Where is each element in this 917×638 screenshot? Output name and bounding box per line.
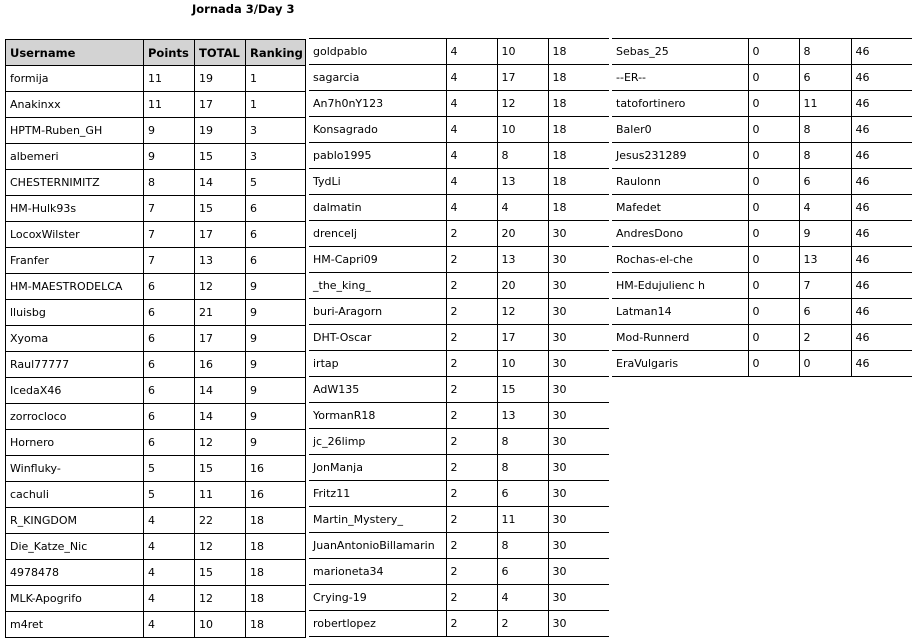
ranking-cell: 18 [246,508,306,534]
points-cell: 2 [446,559,497,585]
points-cell: 2 [446,507,497,533]
total-cell: 2 [497,611,548,637]
points-cell: 5 [144,482,195,508]
points-cell: 6 [144,378,195,404]
points-cell: 4 [446,169,497,195]
username-cell: Raulonn [612,169,748,195]
total-cell: 15 [195,456,246,482]
points-cell: 4 [144,534,195,560]
total-cell: 17 [195,326,246,352]
points-cell: 2 [446,273,497,299]
username-cell: HM-Capri09 [309,247,446,273]
ranking-cell: 18 [246,560,306,586]
total-cell: 22 [195,508,246,534]
table-row [309,351,609,377]
username-cell: lluisbg [6,300,144,326]
username-cell: Baler0 [612,117,748,143]
points-cell: 2 [446,377,497,403]
table-row [6,482,306,508]
ranking-cell: 18 [548,169,609,195]
total-cell: 15 [195,560,246,586]
username-cell: sagarcia [309,65,446,91]
total-cell: 12 [497,91,548,117]
ranking-cell: 9 [246,378,306,404]
ranking-cell: 30 [548,559,609,585]
ranking-cell: 30 [548,221,609,247]
table-row [309,377,609,403]
username-cell: goldpablo [309,39,446,65]
points-cell: 4 [446,195,497,221]
page-title: Jornada 3/Day 3 [192,2,295,16]
table-row [612,117,912,143]
total-cell: 17 [195,92,246,118]
ranking-cell: 18 [548,39,609,65]
total-cell: 12 [195,586,246,612]
table-row [309,117,609,143]
points-cell: 6 [144,430,195,456]
total-cell: 17 [195,222,246,248]
ranking-cell: 6 [246,222,306,248]
username-cell: albemeri [6,144,144,170]
total-cell: 6 [799,169,851,195]
username-cell: IcedaX46 [6,378,144,404]
ranking-cell: 46 [851,299,912,325]
ranking-cell: 30 [548,403,609,429]
username-cell: DHT-Oscar [309,325,446,351]
points-cell: 4 [144,586,195,612]
username-cell: Franfer [6,248,144,274]
ranking-table-1 [5,39,306,638]
points-cell: 2 [446,611,497,637]
username-cell: HM-Hulk93s [6,196,144,222]
table-row [309,39,609,65]
username-cell: R_KINGDOM [6,508,144,534]
ranking-cell: 3 [246,118,306,144]
ranking-cell: 46 [851,39,912,65]
ranking-cell: 46 [851,117,912,143]
ranking-cell: 30 [548,585,609,611]
total-cell: 4 [497,585,548,611]
table-row [612,143,912,169]
table-row [6,456,306,482]
points-cell: 2 [446,429,497,455]
total-cell: 13 [195,248,246,274]
ranking-cell: 30 [548,351,609,377]
table-row [6,612,306,638]
ranking-cell: 1 [246,66,306,92]
ranking-cell: 18 [548,143,609,169]
points-cell: 0 [748,299,799,325]
username-cell: Mod-Runnerd [612,325,748,351]
table-row [6,274,306,300]
ranking-cell: 30 [548,299,609,325]
total-cell: 13 [497,403,548,429]
points-cell: 0 [748,169,799,195]
ranking-cell: 46 [851,195,912,221]
ranking-cell: 46 [851,65,912,91]
username-cell: tatofortinero [612,91,748,117]
username-cell: Latman14 [612,299,748,325]
total-cell: 10 [497,39,548,65]
total-cell: 8 [799,143,851,169]
username-cell: zorrocloco [6,404,144,430]
username-cell: YormanR18 [309,403,446,429]
total-cell: 12 [497,299,548,325]
total-cell: 9 [799,221,851,247]
ranking-cell: 30 [548,455,609,481]
points-cell: 0 [748,39,799,65]
points-cell: 4 [144,508,195,534]
total-cell: 14 [195,378,246,404]
ranking-cell: 30 [548,481,609,507]
points-cell: 0 [748,91,799,117]
total-cell: 6 [799,299,851,325]
ranking-cell: 18 [548,65,609,91]
points-cell: 2 [446,403,497,429]
total-cell: 4 [497,195,548,221]
total-cell: 8 [799,39,851,65]
total-cell: 15 [195,144,246,170]
ranking-cell: 6 [246,248,306,274]
points-cell: 6 [144,326,195,352]
table-row [612,221,912,247]
username-cell: Sebas_25 [612,39,748,65]
table-row [309,273,609,299]
total-cell: 13 [497,169,548,195]
points-cell: 6 [144,274,195,300]
total-cell: 19 [195,118,246,144]
table-row [612,169,912,195]
total-cell: 12 [195,274,246,300]
points-cell: 11 [144,66,195,92]
table-row [6,508,306,534]
ranking-cell: 30 [548,429,609,455]
table-row [612,39,912,65]
points-cell: 2 [446,325,497,351]
table-row [309,455,609,481]
table-row [309,169,609,195]
ranking-cell: 30 [548,325,609,351]
table-row [612,351,912,377]
total-cell: 6 [497,559,548,585]
total-cell: 10 [195,612,246,638]
username-cell: EraVulgaris [612,351,748,377]
table-row [6,144,306,170]
points-cell: 7 [144,248,195,274]
table-row [309,559,609,585]
total-cell: 2 [799,325,851,351]
points-cell: 6 [144,300,195,326]
username-cell: HPTM-Ruben_GH [6,118,144,144]
total-cell: 4 [799,195,851,221]
total-cell: 13 [799,247,851,273]
username-cell: Rochas-el-che [612,247,748,273]
ranking-cell: 46 [851,169,912,195]
table-row [612,273,912,299]
username-cell: LocoxWilster [6,222,144,248]
points-cell: 11 [144,92,195,118]
username-cell: dalmatin [309,195,446,221]
total-cell: 11 [195,482,246,508]
username-cell: CHESTERNIMITZ [6,170,144,196]
total-cell: 15 [195,196,246,222]
points-cell: 0 [748,65,799,91]
username-cell: TydLi [309,169,446,195]
username-cell: HM-Edujulienc h [612,273,748,299]
username-cell: Crying-19 [309,585,446,611]
points-cell: 4 [446,65,497,91]
table-row [6,326,306,352]
table-row [612,91,912,117]
username-cell: buri-Aragorn [309,299,446,325]
points-cell: 2 [446,533,497,559]
points-cell: 2 [446,299,497,325]
username-cell: HM-MAESTRODELCA [6,274,144,300]
table-row [309,611,609,637]
username-cell: MLK-Apogrifo [6,586,144,612]
table-row [6,534,306,560]
total-cell: 7 [799,273,851,299]
total-cell: 8 [497,143,548,169]
ranking-cell: 18 [246,612,306,638]
username-cell: Konsagrado [309,117,446,143]
total-cell: 10 [497,117,548,143]
table-row [309,585,609,611]
total-cell: 8 [497,455,548,481]
table-row [309,533,609,559]
total-cell: 8 [799,117,851,143]
total-cell: 21 [195,300,246,326]
points-cell: 4 [144,612,195,638]
total-cell: 17 [497,325,548,351]
header-row [6,40,306,66]
table-row [6,248,306,274]
username-cell: Xyoma [6,326,144,352]
table-row [309,247,609,273]
total-cell: 20 [497,221,548,247]
total-cell: 6 [799,65,851,91]
table-row [6,222,306,248]
ranking-cell: 16 [246,456,306,482]
table-row [309,65,609,91]
table-row [6,404,306,430]
points-cell: 2 [446,455,497,481]
ranking-cell: 9 [246,430,306,456]
ranking-cell: 18 [548,195,609,221]
ranking-cell: 1 [246,92,306,118]
ranking-cell: 46 [851,91,912,117]
points-cell: 2 [446,585,497,611]
points-cell: 4 [446,39,497,65]
ranking-cell: 30 [548,611,609,637]
total-cell: 12 [195,430,246,456]
table-row [309,507,609,533]
points-cell: 0 [748,247,799,273]
ranking-cell: 5 [246,170,306,196]
total-cell: 11 [799,91,851,117]
table-row [309,195,609,221]
ranking-table-3 [612,38,912,377]
points-cell: 7 [144,196,195,222]
points-cell: 9 [144,144,195,170]
username-cell: AndresDono [612,221,748,247]
total-cell: 0 [799,351,851,377]
table-row [309,299,609,325]
ranking-cell: 46 [851,351,912,377]
total-cell: 6 [497,481,548,507]
points-cell: 7 [144,222,195,248]
ranking-cell: 46 [851,247,912,273]
username-cell: JuanAntonioBillamarin [309,533,446,559]
total-cell: 12 [195,534,246,560]
ranking-cell: 18 [548,91,609,117]
total-cell: 11 [497,507,548,533]
ranking-cell: 30 [548,507,609,533]
points-cell: 4 [446,117,497,143]
points-cell: 6 [144,352,195,378]
points-cell: 2 [446,481,497,507]
points-cell: 5 [144,456,195,482]
points-cell: 6 [144,404,195,430]
ranking-table-2 [309,38,609,637]
username-cell: Mafedet [612,195,748,221]
table-row [612,247,912,273]
ranking-cell: 30 [548,247,609,273]
username-cell: jc_26limp [309,429,446,455]
username-cell: marioneta34 [309,559,446,585]
username-cell: pablo1995 [309,143,446,169]
username-cell: JonManja [309,455,446,481]
table-row [309,481,609,507]
points-cell: 0 [748,273,799,299]
username-cell: cachuli [6,482,144,508]
total-cell: 10 [497,351,548,377]
ranking-cell: 9 [246,274,306,300]
username-cell: AdW135 [309,377,446,403]
ranking-cell: 9 [246,300,306,326]
username-cell: irtap [309,351,446,377]
table-row [309,325,609,351]
ranking-cell: 3 [246,144,306,170]
points-cell: 0 [748,143,799,169]
table-row [612,65,912,91]
ranking-cell: 46 [851,325,912,351]
username-cell: Martin_Mystery_ [309,507,446,533]
table-row [309,429,609,455]
table-row [6,66,306,92]
table-row [6,92,306,118]
table-row [309,91,609,117]
points-cell: 0 [748,195,799,221]
username-cell: 4978478 [6,560,144,586]
total-cell: 14 [195,404,246,430]
total-cell: 8 [497,533,548,559]
username-cell: robertlopez [309,611,446,637]
header-total: TOTAL [195,40,246,66]
table-row [6,170,306,196]
table-row [612,325,912,351]
ranking-cell: 6 [246,196,306,222]
username-cell: An7h0nY123 [309,91,446,117]
username-cell: Winfluky- [6,456,144,482]
table-row [309,403,609,429]
total-cell: 13 [497,247,548,273]
points-cell: 2 [446,221,497,247]
header-username: Username [6,40,144,66]
table-row [6,352,306,378]
total-cell: 8 [497,429,548,455]
ranking-cell: 46 [851,273,912,299]
points-cell: 0 [748,221,799,247]
ranking-cell: 18 [246,534,306,560]
ranking-cell: 30 [548,533,609,559]
points-cell: 2 [446,247,497,273]
ranking-cell: 16 [246,482,306,508]
ranking-cell: 30 [548,377,609,403]
total-cell: 17 [497,65,548,91]
table-row [6,300,306,326]
table-row [6,560,306,586]
points-cell: 4 [446,91,497,117]
total-cell: 16 [195,352,246,378]
points-cell: 0 [748,325,799,351]
points-cell: 9 [144,118,195,144]
table-row [6,118,306,144]
points-cell: 4 [446,143,497,169]
total-cell: 14 [195,170,246,196]
total-cell: 15 [497,377,548,403]
table-row [612,299,912,325]
table-row [309,143,609,169]
ranking-cell: 30 [548,273,609,299]
header-points: Points [144,40,195,66]
ranking-cell: 46 [851,221,912,247]
table-row [309,221,609,247]
username-cell: Raul77777 [6,352,144,378]
ranking-cell: 18 [548,117,609,143]
username-cell: m4ret [6,612,144,638]
points-cell: 2 [446,351,497,377]
points-cell: 0 [748,351,799,377]
username-cell: Die_Katze_Nic [6,534,144,560]
table-row [6,196,306,222]
table-row [6,378,306,404]
username-cell: drencelj [309,221,446,247]
points-cell: 4 [144,560,195,586]
username-cell: Jesus231289 [612,143,748,169]
username-cell: --ER-- [612,65,748,91]
header-ranking: Ranking [246,40,306,66]
table-row [612,195,912,221]
total-cell: 19 [195,66,246,92]
points-cell: 0 [748,117,799,143]
username-cell: Anakinxx [6,92,144,118]
username-cell: _the_king_ [309,273,446,299]
username-cell: Fritz11 [309,481,446,507]
ranking-cell: 18 [246,586,306,612]
total-cell: 20 [497,273,548,299]
ranking-cell: 9 [246,352,306,378]
ranking-cell: 46 [851,143,912,169]
points-cell: 8 [144,170,195,196]
ranking-cell: 9 [246,404,306,430]
username-cell: formija [6,66,144,92]
table-row [6,430,306,456]
ranking-cell: 9 [246,326,306,352]
username-cell: Hornero [6,430,144,456]
table-row [6,586,306,612]
